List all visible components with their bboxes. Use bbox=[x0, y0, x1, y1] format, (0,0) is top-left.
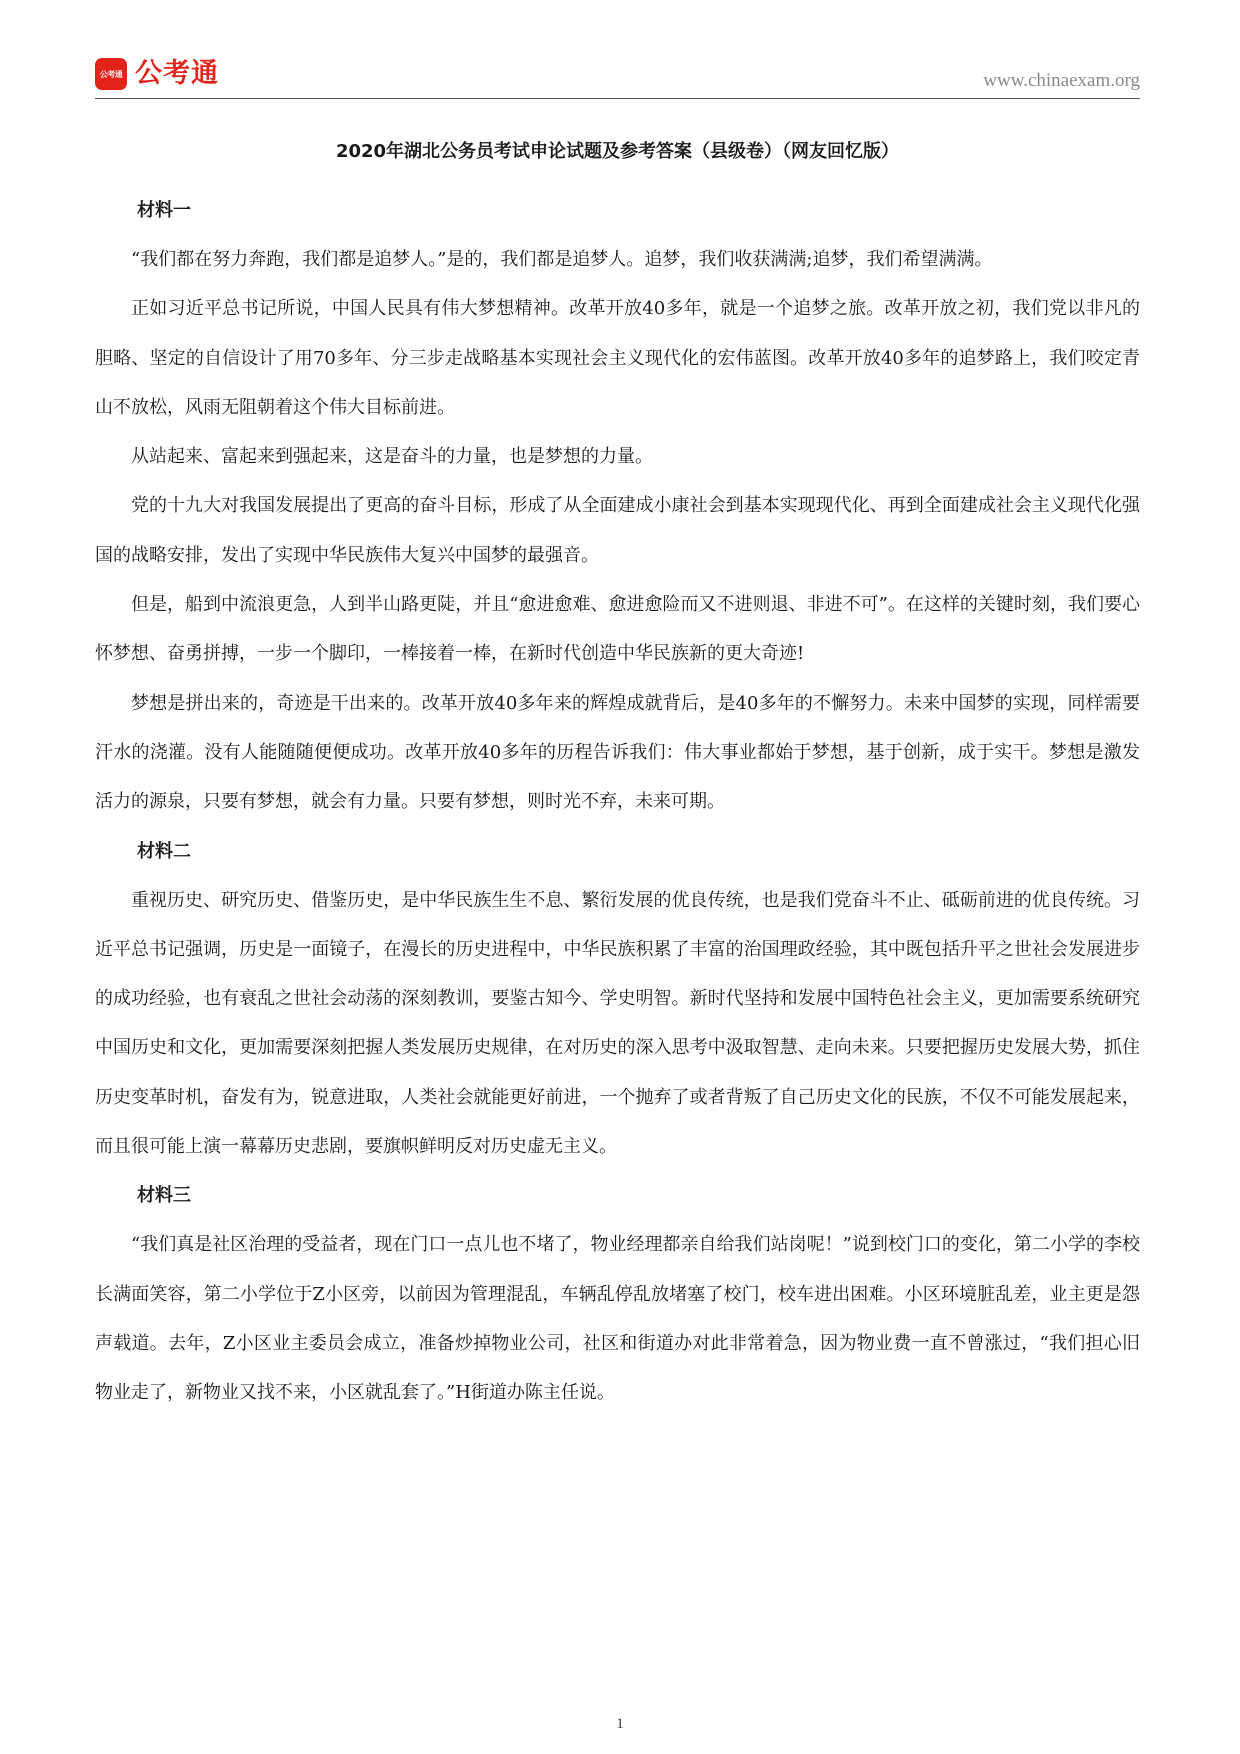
paragraph: 但是，船到中流浪更急，人到半山路更陡，并且“愈进愈难、愈进愈险而又不进则退、非进不可”。在这样的关键时刻，我们要心怀梦想、奋勇拼搏，一步一个脚印，一棒接着一棒，在新时代创造中华民族新的更大奇迹! bbox=[95, 594, 1140, 665]
page-number: 1 bbox=[616, 1716, 624, 1732]
logo-badge-icon[interactable]: 公考通 bbox=[95, 58, 127, 90]
paragraph: “我们都在努力奔跑，我们都是追梦人。”是的，我们都是追梦人。追梦，我们收获满满;追梦，我们希望满满。 bbox=[131, 249, 993, 270]
page-header bbox=[95, 56, 1140, 99]
paragraph: 正如习近平总书记所说，中国人民具有伟大梦想精神。改革开放40多年，就是一个追梦之旅。改革开放之初，我们党以非凡的胆略、坚定的自信设计了用70多年、分三步走战略基本实现社会主义现代化的宏伟蓝图。改革开放40多年的追梦路上，我们咬定青山不放松，风雨无阻朝着这个伟大目标前进。 bbox=[95, 298, 1140, 418]
section-material-1 bbox=[95, 186, 1140, 827]
paragraph: 党的十九大对我国发展提出了更高的奋斗目标，形成了从全面建成小康社会到基本实现现代化、再到全面建成社会主义现代化强国的战略安排，发出了实现中华民族伟大复兴中国梦的最强音。 bbox=[95, 495, 1140, 566]
section-heading: 材料一 bbox=[137, 200, 191, 221]
document-title: 2020年湖北公务员考试申论试题及参考答案（县级卷）（网友回忆版） bbox=[335, 141, 900, 162]
logo-text[interactable]: 公考通 bbox=[135, 58, 219, 89]
section-heading: 材料二 bbox=[137, 840, 191, 862]
document-body bbox=[95, 136, 1140, 1418]
paragraph: 重视历史、研究历史、借鉴历史，是中华民族生生不息、繁衍发展的优良传统，也是我们党奋斗不止、砥砺前进的优良传统。习近平总书记强调，历史是一面镜子，在漫长的历史进程中，中华民族积累了丰富的治国理政经验，其中既包括升平之世社会发展进步的成功经验，也有衰乱之世社会动荡的深刻教训，要鉴古知今、学史明智。新时代坚持和发展中国特色社会主义，更加需要系统研究中国历史和文化，更加需要深刻把握人类发展历史规律，在对历史的深入思考中汲取智慧、走向未来。只要把握历史发展大势，抓住历史变革时机，奋发有为，锐意进取，人类社会就能更好前进，一个抛弃了或者背叛了自己历史文化的民族，不仅不可能发展起来，而且很可能上演一幕幕历史悲剧，要旗帜鲜明反对历史虚无主义。 bbox=[95, 889, 1140, 1158]
section-material-3 bbox=[95, 1171, 1140, 1417]
paragraph: 梦想是拼出来的，奇迹是干出来的。改革开放40多年来的辉煌成就背后，是40多年的不懈努力。未来中国梦的实现，同样需要汗水的浇灌。没有人能随随便便成功。改革开放40多年的历程告诉我们：伟大事业都始于梦想，基于创新，成于实干。梦想是激发活力的源泉，只要有梦想，就会有力量。只要有梦想，则时光不弃，未来可期。 bbox=[95, 692, 1140, 813]
paragraph: 从站起来、富起来到强起来，这是奋斗的力量，也是梦想的力量。 bbox=[131, 446, 653, 468]
site-url-link[interactable]: www.chinaexam.org bbox=[983, 70, 1140, 91]
paragraph: “我们真是社区治理的受益者，现在门口一点儿也不堵了，物业经理都亲自给我们站岗呢！”说到校门口的变化，第二小学的李校长满面笑容，第二小学位于Z小区旁，以前因为管理混乱，车辆乱停乱放堵塞了校门，校车进出困难。小区环境脏乱差，业主更是怨声载道。去年，Z小区业主委员会成立，准备炒掉物业公司，社区和街道办对此非常着急，因为物业费一直不曾涨过，“我们担心旧物业走了，新物业又找不来，小区就乱套了。”H街道办陈主任说。 bbox=[95, 1234, 1140, 1404]
section-heading: 材料三 bbox=[137, 1185, 191, 1207]
section-material-2 bbox=[95, 827, 1140, 1172]
